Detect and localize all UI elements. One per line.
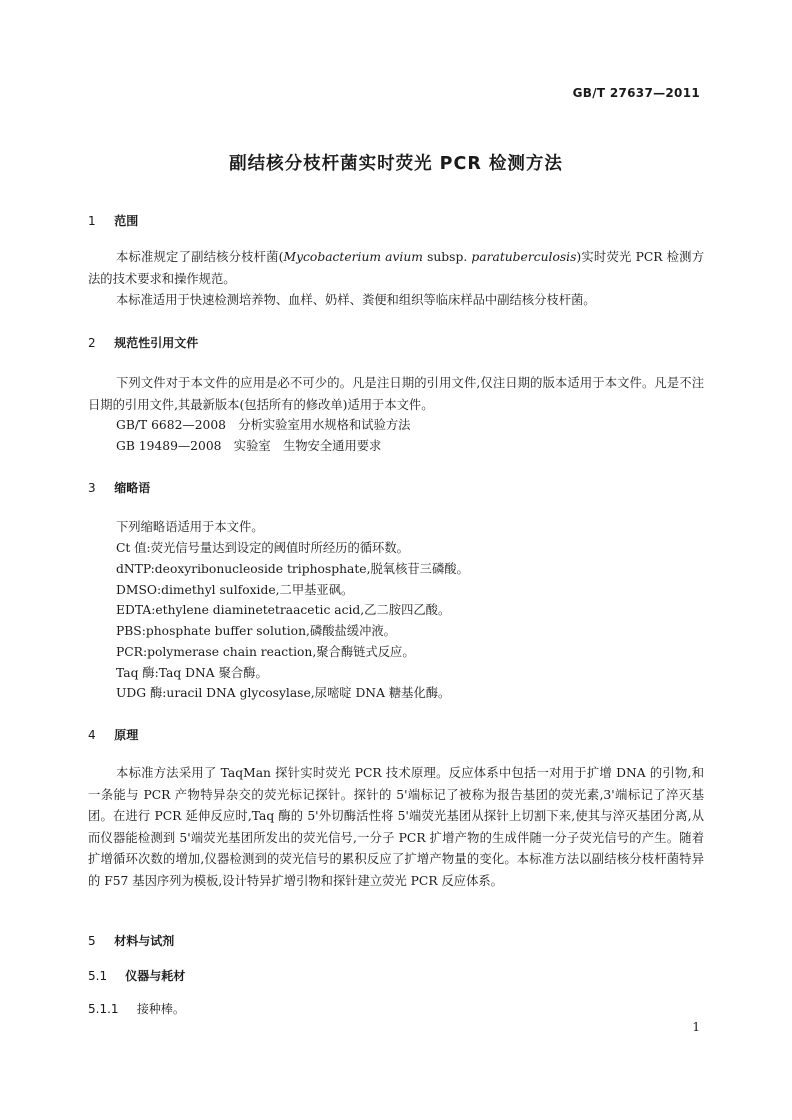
clause-number: 5.1.1 — [88, 1002, 119, 1016]
section-number: 1 — [88, 214, 96, 228]
abbreviation-item: EDTA:ethylene diaminetetraacetic acid,乙二胺四乙酸。 — [116, 603, 451, 617]
section-title: 原理 — [114, 728, 139, 742]
document-title: 副结核分枝杆菌实时荧光 PCR 检测方法 — [229, 154, 563, 174]
abbreviation-item: dNTP:deoxyribonucleoside triphosphate,脱氧核苷三磷酸。 — [116, 562, 469, 576]
section-number: 5 — [88, 934, 96, 948]
section-2-paragraph: 下列文件对于本文件的应用是必不可少的。凡是注日期的引用文件,仅注日期的版本适用于本文件。凡是不注日期的引用文件,其最新版本(包括所有的修改单)适用于本文件。 — [88, 376, 704, 412]
section-2-heading — [88, 334, 198, 351]
section-1-paragraph-2: 本标准适用于快速检测培养物、血样、奶样、粪便和组织等临床样品中副结核分枝杆菌。 — [116, 293, 596, 307]
abbreviation-item: PCR:polymerase chain reaction,聚合酶链式反应。 — [116, 645, 415, 659]
section-3-heading — [88, 479, 150, 496]
section-title: 材料与试剂 — [114, 934, 175, 948]
abbreviation-item: PBS:phosphate buffer solution,磷酸盐缓冲液。 — [116, 624, 396, 638]
section-number: 3 — [88, 481, 96, 495]
standard-number: GB/T 27637—2011 — [572, 86, 700, 100]
section-5-heading — [88, 932, 174, 949]
subsection-5-1-heading — [88, 967, 185, 984]
abbreviation-item: UDG 酶:uracil DNA glycosylase,尿嘧啶 DNA 糖基化酶。 — [116, 686, 451, 700]
section-title: 缩略语 — [114, 481, 151, 495]
section-1-heading — [88, 212, 138, 229]
abbreviation-item: DMSO:dimethyl sulfoxide,二甲基亚砜。 — [116, 583, 354, 597]
abbreviation-item: Ct 值:荧光信号量达到设定的阈值时所经历的循环数。 — [116, 541, 409, 555]
abbreviation-item: Taq 酶:Taq DNA 聚合酶。 — [116, 666, 268, 680]
section-number: 2 — [88, 336, 96, 350]
reference-item: GB 19489—2008 实验室 生物安全通用要求 — [116, 439, 382, 453]
section-number: 5.1 — [88, 969, 108, 983]
section-number: 4 — [88, 728, 96, 742]
clause-5-1-1 — [88, 1000, 185, 1017]
section-4-paragraph: 本标准方法采用了 TaqMan 探针实时荧光 PCR 技术原理。反应体系中包括一对用于扩增 DNA 的引物,和一条能与 PCR 产物特异杂交的荧光标记探针。探针的 5'端标记了被称为报告基团的荧光素,3'端标记了淬灭基团。在进行 PCR 延伸反应时,Taq 酶的 5'外切酶活性将 5'端荧光基团从探针上切割下来,使其与淬灭基团分离,从而仪器能检测到 5'端荧光基团所发出的荧光信号,一分子 PCR 扩增产物的生成伴随一分子荧光信号的产生。随着扩增循环次数的增加,仪器检测到的荧光信号的累积反应了扩增产物量的变化。本标准方法以副结核分枝杆菌特异的 F57 基因序列为模板,设计特异扩增引物和探针建立荧光 PCR 反应体系。 — [88, 766, 704, 888]
page-number: 1 — [692, 1020, 700, 1034]
section-title: 规范性引用文件 — [114, 336, 199, 350]
section-4-heading — [88, 726, 138, 743]
subspecies-name: paratuberculosis — [471, 250, 577, 264]
abbreviations-intro: 下列缩略语适用于本文件。 — [116, 520, 264, 534]
section-title: 范围 — [114, 214, 139, 228]
species-name: Mycobacterium avium — [283, 250, 423, 264]
section-1-paragraph-1: 本标准规定了副结核分枝杆菌(Mycobacterium avium subsp. paratuberculosis)实时荧光 PCR 检测方法的技术要求和操作规范。 — [88, 250, 704, 286]
clause-text: 接种棒。 — [136, 1002, 185, 1016]
section-title: 仪器与耗材 — [125, 969, 186, 983]
reference-item: GB/T 6682—2008 分析实验室用水规格和试验方法 — [116, 418, 411, 432]
